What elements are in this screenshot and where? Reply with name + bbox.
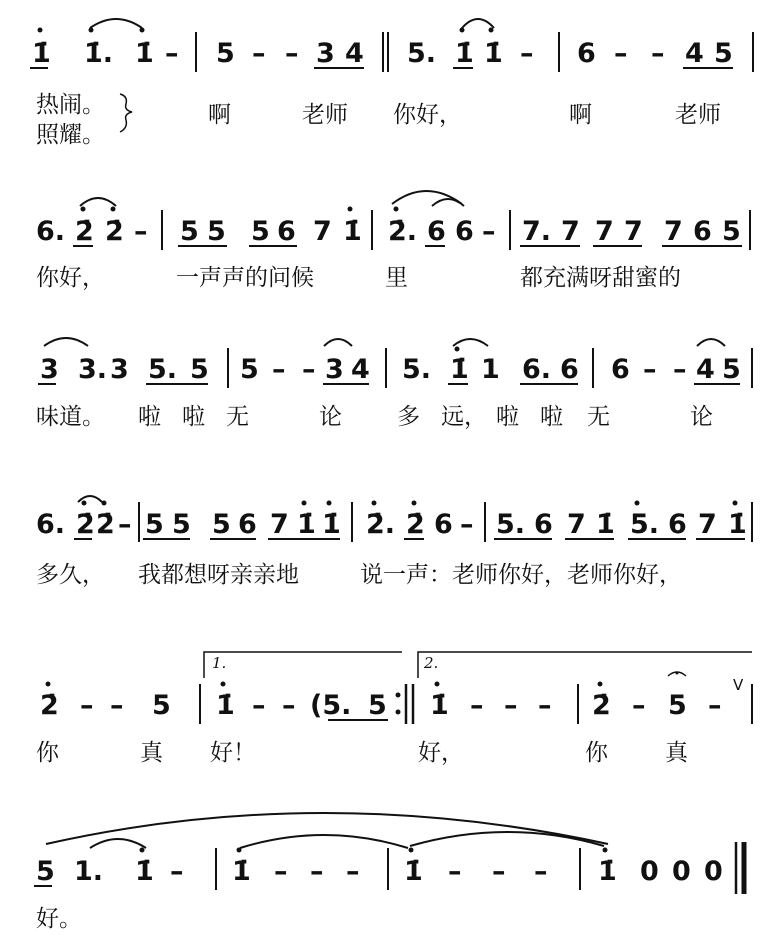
lyric: 啦 bbox=[138, 404, 161, 430]
note: 3 bbox=[325, 354, 344, 385]
lyric: 多久， bbox=[36, 562, 105, 588]
note: – bbox=[470, 690, 484, 721]
note: 6 bbox=[668, 509, 687, 540]
system-2-lyrics bbox=[36, 265, 681, 291]
slur bbox=[392, 191, 462, 204]
lyric: 啦 bbox=[496, 404, 519, 430]
note: – bbox=[708, 690, 722, 721]
note: 6 bbox=[577, 38, 596, 69]
tie bbox=[324, 339, 352, 346]
tie bbox=[44, 338, 88, 346]
system-5 bbox=[36, 652, 752, 766]
system-1-lyrics bbox=[36, 92, 721, 148]
tie bbox=[410, 832, 604, 846]
note: 1̇ bbox=[32, 38, 51, 69]
note: 5 bbox=[190, 354, 209, 385]
note: 5 bbox=[368, 690, 387, 721]
lyric: 老师 bbox=[675, 102, 721, 128]
note: 6 bbox=[560, 354, 579, 385]
note: 1̇ bbox=[322, 509, 341, 540]
note: 7 bbox=[664, 216, 683, 247]
lyric: 好， bbox=[418, 740, 464, 766]
note: 7 bbox=[595, 216, 614, 247]
repeat-dot bbox=[396, 693, 401, 698]
note: – bbox=[110, 690, 124, 721]
system-6 bbox=[34, 813, 744, 932]
system-6-lyrics bbox=[36, 906, 82, 932]
note: 4 bbox=[696, 354, 715, 385]
note: 6 bbox=[534, 509, 553, 540]
long-slur bbox=[46, 813, 608, 844]
lyric: 啊 bbox=[569, 102, 592, 128]
note: – bbox=[632, 690, 646, 721]
note: 2̇. bbox=[366, 509, 396, 540]
note: – bbox=[165, 38, 179, 69]
note: – bbox=[252, 690, 266, 721]
lyric: 你 bbox=[36, 740, 59, 766]
note: (5. bbox=[310, 690, 352, 721]
note: 2̇ bbox=[406, 509, 425, 540]
note: – bbox=[492, 856, 506, 887]
note: – bbox=[538, 690, 552, 721]
note: 6. bbox=[522, 354, 552, 385]
system-4 bbox=[36, 496, 752, 588]
note: 1̇ bbox=[297, 509, 316, 540]
note: 5 bbox=[240, 354, 259, 385]
note: 2̇ bbox=[96, 509, 115, 540]
tie bbox=[462, 19, 494, 28]
note: 5 bbox=[722, 216, 741, 247]
ending-1-bracket bbox=[204, 652, 402, 678]
note: 3. bbox=[78, 354, 108, 385]
note: 1̇ bbox=[216, 690, 235, 721]
lyric: 无 bbox=[226, 404, 249, 430]
note: 3 bbox=[110, 354, 129, 385]
lyric: 真 bbox=[665, 740, 688, 766]
lyric: 味道。 bbox=[36, 404, 105, 430]
lyric: 啦 bbox=[540, 404, 563, 430]
octave-dots bbox=[38, 28, 738, 853]
tie bbox=[240, 835, 408, 848]
lyric: 好！ bbox=[210, 740, 256, 766]
note: 5 bbox=[668, 690, 687, 721]
note: 1̇ bbox=[232, 856, 251, 887]
lyric: 你好， bbox=[36, 265, 105, 291]
tie bbox=[432, 199, 464, 206]
note: 3 bbox=[40, 354, 59, 385]
lyric-left: 照耀。 bbox=[36, 122, 105, 148]
note: 6 bbox=[693, 216, 712, 247]
note: 7 bbox=[561, 216, 580, 247]
note: – bbox=[134, 216, 148, 247]
note: – bbox=[504, 690, 518, 721]
note: 0 bbox=[704, 856, 723, 887]
note: 1̇ bbox=[450, 354, 469, 385]
note: 5. bbox=[496, 509, 526, 540]
note: 5. bbox=[407, 38, 437, 69]
lyric: 你 bbox=[585, 740, 608, 766]
note: 4 bbox=[345, 38, 364, 69]
system-2 bbox=[36, 191, 750, 291]
note: 5 bbox=[212, 509, 231, 540]
note: 7 bbox=[624, 216, 643, 247]
note: 5 bbox=[145, 509, 164, 540]
note: 7 bbox=[270, 509, 289, 540]
brace bbox=[120, 94, 132, 132]
note: – bbox=[170, 856, 184, 887]
note: – bbox=[520, 38, 534, 69]
note: 2̇. bbox=[388, 216, 418, 247]
note: 5 bbox=[207, 216, 226, 247]
note: – bbox=[252, 38, 266, 69]
tie bbox=[697, 339, 725, 346]
lyric: 真 bbox=[140, 740, 163, 766]
tie bbox=[453, 339, 488, 346]
tie bbox=[90, 839, 146, 848]
lyric: 啦 bbox=[182, 404, 205, 430]
note: 2̇ bbox=[105, 216, 124, 247]
lyric: 都充满呀甜蜜的 bbox=[520, 265, 681, 291]
note: 5 bbox=[180, 216, 199, 247]
note: – bbox=[673, 354, 687, 385]
note: 1̇ bbox=[598, 856, 617, 887]
note: 1̇ bbox=[430, 690, 449, 721]
fermata-dot bbox=[676, 672, 679, 675]
note: 0 bbox=[640, 856, 659, 887]
ending-2-bracket bbox=[418, 652, 752, 678]
note: 1̇ bbox=[455, 38, 474, 69]
note: 5 bbox=[722, 354, 741, 385]
system-6-notes bbox=[36, 856, 723, 887]
note: 1̇ bbox=[135, 856, 154, 887]
note: 6 bbox=[611, 354, 630, 385]
note: – bbox=[282, 690, 296, 721]
note: – bbox=[310, 856, 324, 887]
system-3-lyrics bbox=[36, 404, 713, 430]
note: 6 bbox=[434, 509, 453, 540]
lyric: 我都想呀亲亲地 bbox=[138, 562, 299, 588]
note: 7 bbox=[567, 509, 586, 540]
note: – bbox=[482, 216, 496, 247]
note: – bbox=[614, 38, 628, 69]
note: 2̇ bbox=[592, 690, 611, 721]
note: 1̇. bbox=[84, 38, 114, 69]
ending-1-label: 1. bbox=[212, 654, 227, 672]
note: 0 bbox=[672, 856, 691, 887]
note: – bbox=[346, 856, 360, 887]
lyric: 无 bbox=[587, 404, 610, 430]
lyric: 你好， bbox=[393, 102, 462, 128]
lyric: 多 bbox=[397, 404, 420, 430]
note: 6 bbox=[238, 509, 257, 540]
lyric: 论 bbox=[319, 404, 342, 430]
lyric: 论 bbox=[690, 404, 713, 430]
note: 5 bbox=[216, 38, 235, 69]
note: 1 bbox=[481, 354, 500, 385]
note: 5 bbox=[152, 690, 171, 721]
lyric: 说一声：老师你好，老师你好， bbox=[360, 562, 682, 588]
note: 1̇ bbox=[404, 856, 423, 887]
note: 2̇ bbox=[76, 509, 95, 540]
lyric: 里 bbox=[385, 265, 408, 291]
note: 1̇ bbox=[343, 216, 362, 247]
note: 7. bbox=[522, 216, 552, 247]
system-5-notes bbox=[40, 676, 744, 721]
note: 2̇ bbox=[40, 690, 59, 721]
note: 6. bbox=[36, 216, 66, 247]
note: 6 bbox=[277, 216, 296, 247]
note: 5. bbox=[148, 354, 178, 385]
system-4-lyrics bbox=[36, 562, 682, 588]
note: 7 bbox=[698, 509, 717, 540]
system-1 bbox=[30, 19, 753, 148]
system-5-lyrics bbox=[36, 740, 689, 766]
note: 5. bbox=[630, 509, 660, 540]
note: – bbox=[118, 509, 132, 540]
note: 5 bbox=[714, 38, 733, 69]
note: – bbox=[460, 509, 474, 540]
note: 7 bbox=[313, 216, 332, 247]
system-2-notes bbox=[36, 216, 741, 247]
note: 1̇ bbox=[135, 38, 154, 69]
lyric: 啊 bbox=[208, 102, 231, 128]
system-3 bbox=[36, 338, 752, 430]
note: 5 bbox=[172, 509, 191, 540]
note: – bbox=[80, 690, 94, 721]
note: 5 bbox=[251, 216, 270, 247]
note: – bbox=[274, 856, 288, 887]
note: 2̇ bbox=[75, 216, 94, 247]
note: – bbox=[272, 354, 286, 385]
lyric: 老师 bbox=[302, 102, 348, 128]
note: – bbox=[643, 354, 657, 385]
tie bbox=[80, 198, 116, 206]
note: 1̇ bbox=[596, 509, 615, 540]
tie bbox=[78, 496, 102, 502]
note: – bbox=[651, 38, 665, 69]
lyric-left: 热闹。 bbox=[36, 92, 105, 118]
note: 1̇ bbox=[484, 38, 503, 69]
note: 1̇ bbox=[728, 509, 747, 540]
note: 6. bbox=[36, 509, 66, 540]
lyric: 好。 bbox=[36, 906, 82, 932]
system-1-marks bbox=[30, 19, 753, 132]
ending-2-label: 2. bbox=[424, 654, 439, 672]
note: – bbox=[448, 856, 462, 887]
repeat-dot bbox=[396, 710, 401, 715]
note: 4 bbox=[351, 354, 370, 385]
note: 3 bbox=[316, 38, 335, 69]
note: – bbox=[534, 856, 548, 887]
note: – bbox=[285, 38, 299, 69]
note: 1. bbox=[74, 856, 104, 887]
breath-mark: V bbox=[733, 676, 744, 694]
note: 5. bbox=[402, 354, 432, 385]
note: 5 bbox=[36, 856, 55, 887]
system-3-notes bbox=[40, 354, 741, 385]
system-4-notes bbox=[36, 509, 747, 540]
note: 6 bbox=[455, 216, 474, 247]
tie bbox=[90, 19, 142, 28]
lyric: 远， bbox=[441, 404, 487, 430]
lyric: 一声声的问候 bbox=[176, 265, 314, 291]
note: – bbox=[302, 354, 316, 385]
note: 4 bbox=[685, 38, 704, 69]
note: 6 bbox=[427, 216, 446, 247]
